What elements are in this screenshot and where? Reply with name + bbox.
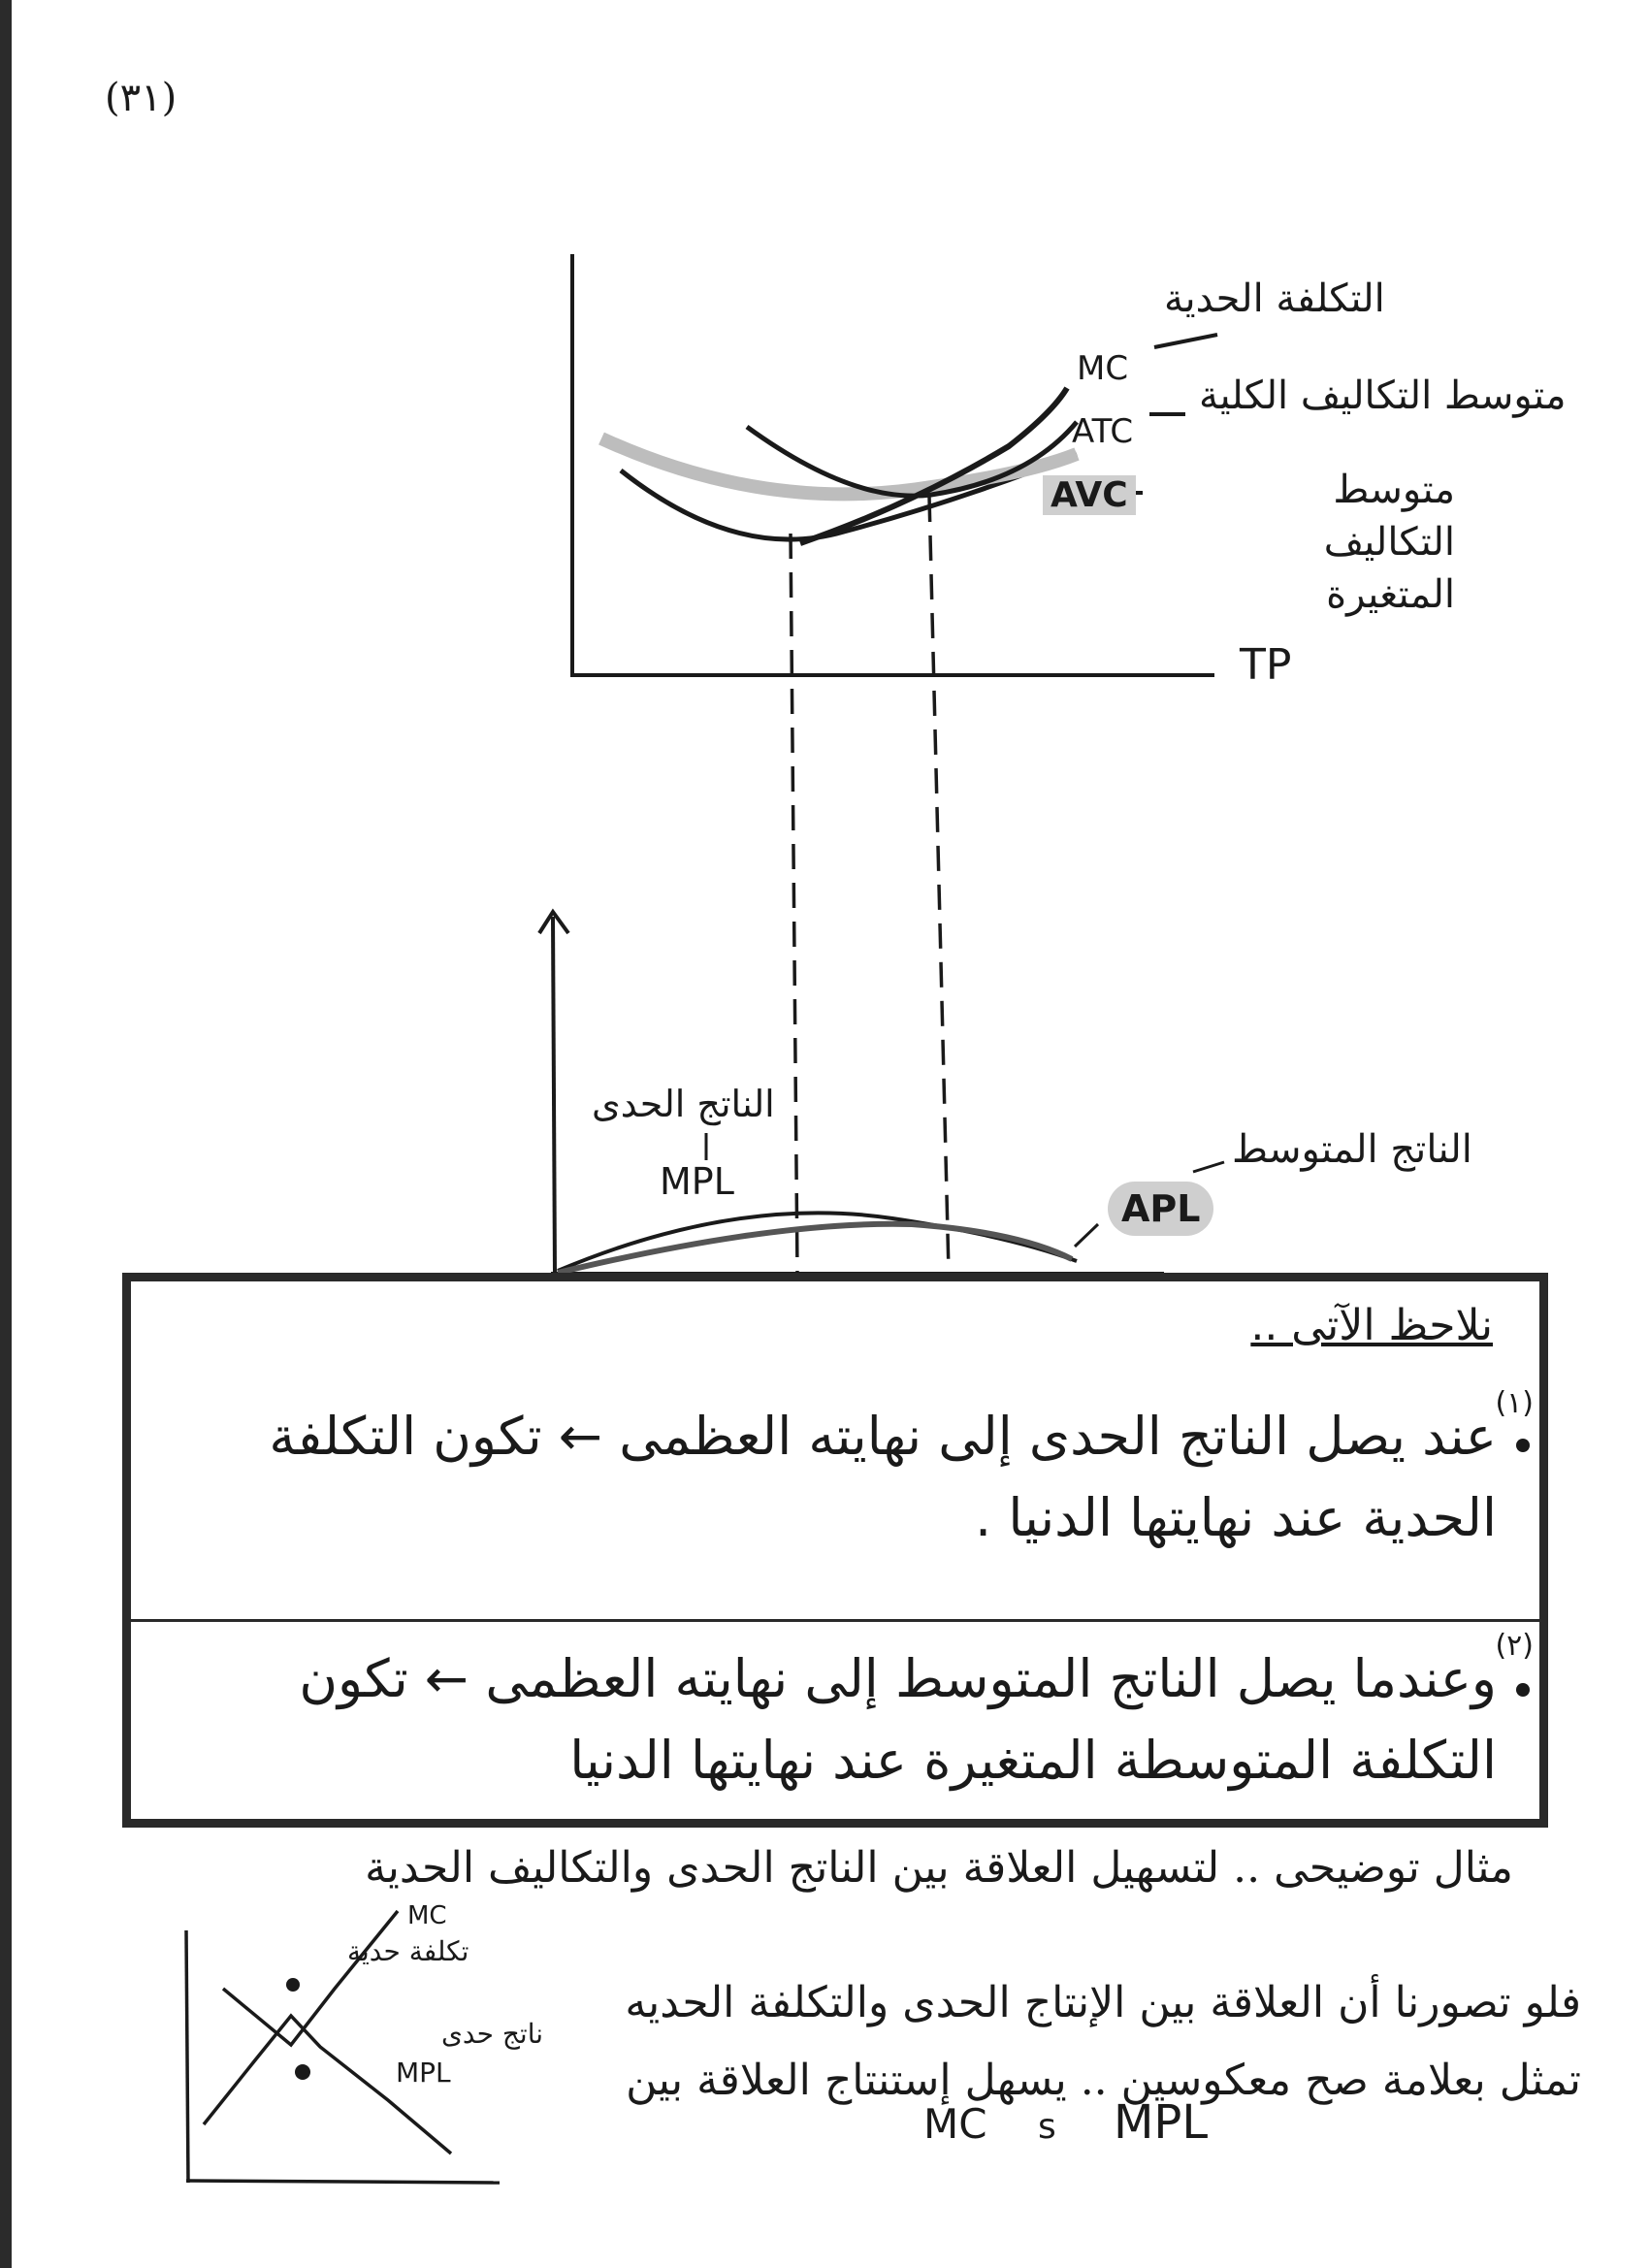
mini-mc-code: MC (407, 1901, 447, 1930)
mini-y-axis (186, 1930, 188, 2183)
mini-mc-line (223, 1911, 398, 2045)
cost-x-axis-label: TP (1240, 640, 1292, 690)
mpl-curve (558, 1213, 1077, 1271)
mpl-code-label: MPL (660, 1160, 734, 1203)
mc-arabic-label: التكلفة الحدية (1164, 276, 1385, 321)
apl-label-arrow (1193, 1162, 1224, 1172)
mini-x-axis (186, 2181, 500, 2183)
notes-box (122, 1273, 1548, 1828)
mini-mp-code: MPL (396, 2057, 451, 2089)
relation-right: MPL (1114, 2095, 1209, 2150)
product-y-axis (553, 917, 555, 1276)
avc-code-label: AVC (1043, 475, 1136, 515)
notes-divider (131, 1619, 1539, 1622)
mc-atc-cross-dashed-line (929, 497, 949, 1273)
mpl-arabic-label: الناتج الحدى (592, 1083, 775, 1125)
apl-code-label: APL (1108, 1182, 1213, 1236)
note-1-text: عند يصل الناتج الحدى إلى نهايته العظمى ← تكون التكلفة الحدية عند نهايتها الدنيا . (269, 1406, 1497, 1548)
page-number: (٣١) (105, 76, 178, 120)
atc-code-label: ATC (1072, 412, 1134, 451)
note-1-bullet (1516, 1439, 1530, 1452)
example-body: فلو تصورنا أن العلاقة بين الإنتاج الحدى والتكلفة الحديه تمثل بعلامة صح معكوسين .. يسهل إستنتاج العلاقة بين (625, 1978, 1581, 2105)
avc-min-dashed-line (791, 534, 797, 1273)
example-heading: مثال توضيحى .. لتسهيل العلاقة بين الناتج الحدى والتكاليف الحدية (365, 1843, 1513, 1893)
atc-arabic-label: متوسط التكاليف الكلية (1199, 373, 1567, 418)
mc-arrow (1154, 335, 1217, 347)
mc-code-label: MC (1077, 349, 1129, 388)
apl-curve (558, 1224, 1072, 1273)
apl-arabic-label: الناتج المتوسط (1232, 1127, 1472, 1172)
note-2-text: وعندما يصل الناتج المتوسط إلى نهايته العظمى ← تكون التكلفة المتوسطة المتغيرة عند نهايتها الدنيا (299, 1648, 1497, 1791)
apl-arrow (1075, 1224, 1098, 1247)
mini-lower-point (295, 2064, 310, 2080)
note-2-number: (٢) (1495, 1629, 1534, 1663)
avc-arabic-label: متوسط التكاليف المتغيرة (1323, 468, 1455, 617)
relation-left: MC (923, 2100, 987, 2148)
mini-upper-point (286, 1978, 300, 1992)
notes-title: نلاحظ الآتى .. (1250, 1301, 1493, 1350)
note-2-bullet (1516, 1683, 1530, 1697)
relation-separator: s (1038, 2107, 1056, 2147)
note-1-number: (١) (1495, 1386, 1534, 1420)
mini-mc-arabic: تكلفة حدية (347, 1935, 469, 1967)
mini-mp-arabic: ناتج حدى (441, 2018, 544, 2050)
